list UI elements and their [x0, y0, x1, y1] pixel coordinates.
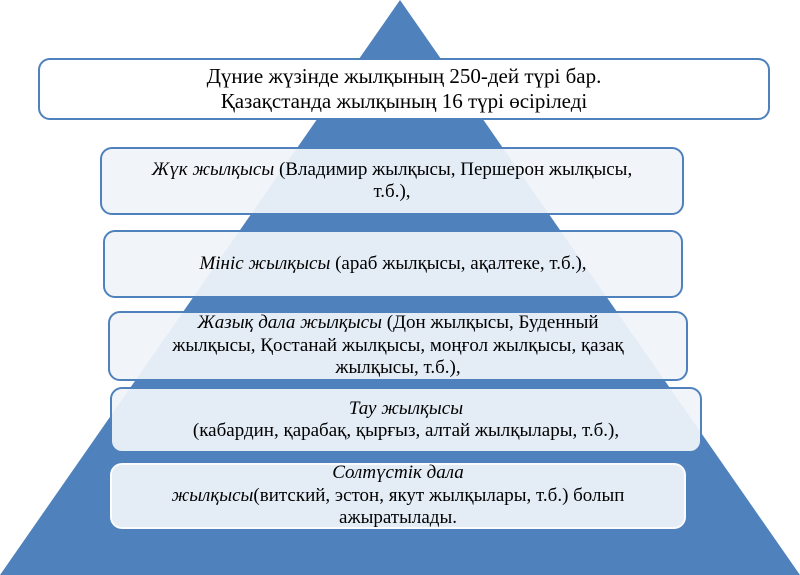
level-title-cont: жылқысы — [171, 484, 254, 506]
level-box-riding-horse — [103, 230, 683, 298]
level-box-steppe-horse — [108, 311, 688, 381]
header-line-2: Қазақстанда жылқының 16 түрі өсіріледі — [220, 89, 588, 113]
level-box-draft-horse — [100, 147, 684, 215]
level-title: Солтүстік дала — [332, 462, 464, 484]
header-line-1: Дүние жүзінде жылқының 250-дей түрі бар. — [206, 64, 602, 89]
level-title: Жүк жылқысы — [151, 158, 275, 180]
header-box — [38, 58, 770, 120]
level-title: Тау жылқысы — [348, 397, 464, 419]
level-text: (Владимир жылқысы, Першерон жылқысы, — [274, 158, 633, 180]
level-text-line3: жылқысы, т.б.), — [335, 357, 461, 379]
level-text-line2: (кабардин, қарабақ, қырғыз, алтай жылқылары, т.б.), — [192, 420, 620, 441]
level-box-northern-steppe-horse — [110, 463, 686, 529]
level-text-line2: т.б.), — [373, 181, 411, 202]
level-text-line2: (витский, эстон, якут жылқылары, т.б.) болып — [253, 484, 625, 506]
level-text-line2: жылқысы, Қостанай жылқысы, моңғол жылқысы, қазақ — [172, 334, 624, 356]
level-text: (араб жылқысы, ақалтеке, т.б.), — [330, 252, 587, 274]
level-title: Жазық дала жылқысы — [197, 312, 382, 334]
level-text: (Дон жылқысы, Буденный — [381, 312, 599, 334]
level-text-line3: ажыратылады. — [339, 507, 457, 529]
level-box-mountain-horse — [110, 387, 702, 453]
level-title: Мініс жылқысы — [199, 252, 331, 274]
